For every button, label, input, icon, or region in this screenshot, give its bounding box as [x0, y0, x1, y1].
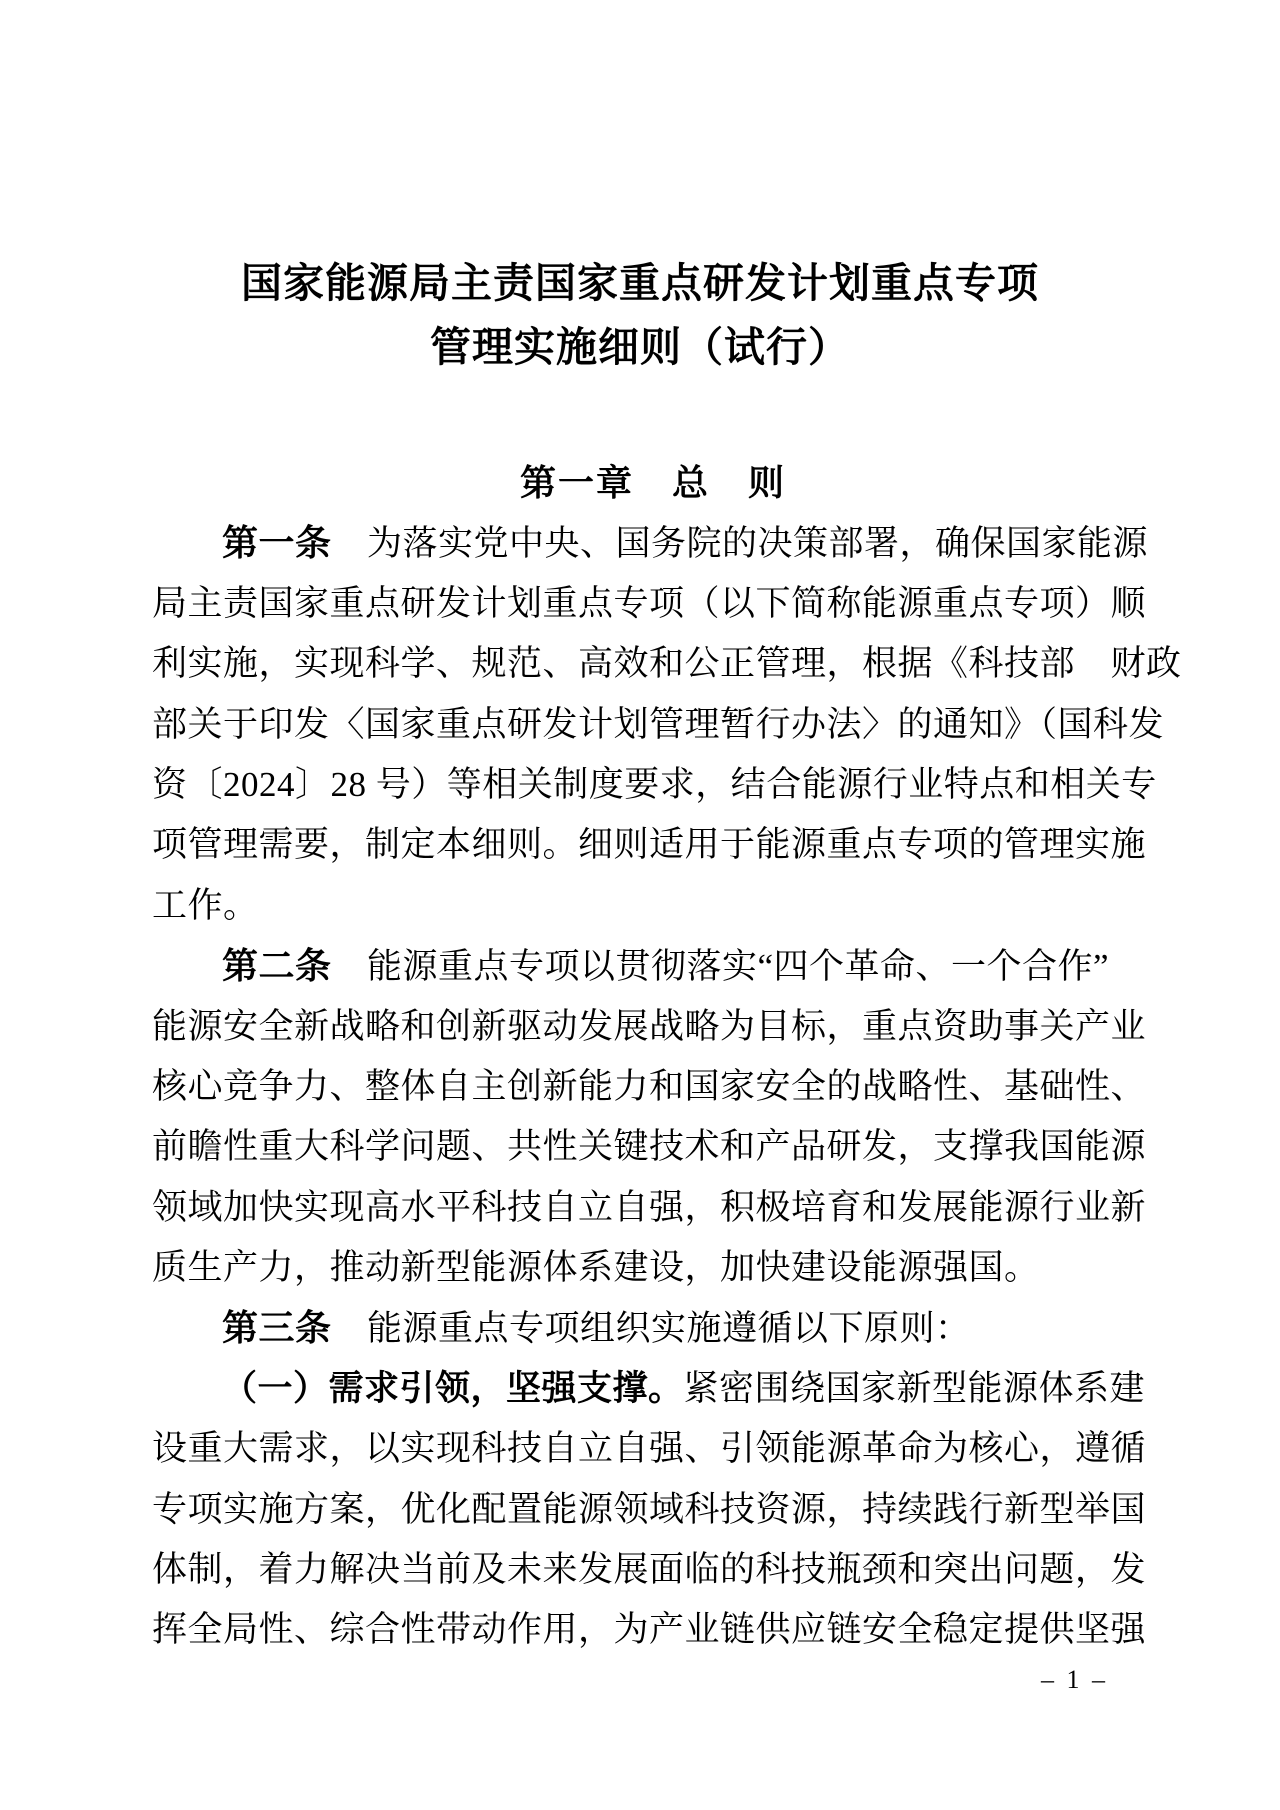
body-line [152, 513, 1154, 573]
body-line [152, 1117, 1154, 1177]
body-text-segment: 紧密围绕国家新型能源体系建 [683, 1368, 1146, 1408]
chapter-heading: 第一章 总 则 [519, 462, 786, 503]
body-text-segment: 能源重点专项以贯彻落实“四个革命、一个合作” [331, 947, 1110, 987]
body-text-segment: 部关于印发〈国家重点研发计划管理暂行办法〉的通知》（国科发 [152, 704, 1165, 744]
body-line [152, 997, 1154, 1057]
body-line [152, 936, 1154, 996]
body-text-segment: 挥全局性、综合性带动作用，为产业链供应链安全稳定提供坚强 [152, 1610, 1147, 1650]
body-line [152, 1419, 1154, 1479]
body-line [152, 1178, 1154, 1238]
document-title-line-2: 管理实施细则（试行） [430, 324, 850, 370]
document-title [0, 251, 1280, 379]
body-text-segment: 设重大需求，以实现科技自立自强、引领能源革命为核心，遵循 [152, 1429, 1147, 1469]
body-text-segment: 局主责国家重点研发计划重点专项（以下简称能源重点专项）顺 [152, 583, 1147, 623]
bold-text-segment: 第二条 [222, 945, 332, 987]
document-title-line-1: 国家能源局主责国家重点研发计划重点专项 [241, 260, 1039, 306]
body-text-segment: 为落实党中央、国务院的决策部署，确保国家能源 [331, 524, 1149, 564]
body-line [152, 695, 1165, 755]
body-line [152, 1298, 1154, 1358]
body-text-segment: 质生产力，推动新型能源体系建设，加快建设能源强国。 [152, 1248, 1040, 1288]
body-line [152, 815, 1154, 875]
document-body [152, 453, 1182, 1661]
bold-text-segment: 第一条 [222, 522, 332, 564]
body-text-segment: 工作。 [152, 885, 259, 925]
body-line [152, 634, 1182, 694]
body-text-segment: 前瞻性重大科学问题、共性关键技术和产品研发，支撑我国能源 [152, 1127, 1147, 1167]
body-line [152, 1540, 1154, 1600]
bold-text-segment: 第三条 [222, 1307, 332, 1349]
body-text-segment: 利实施，实现科学、规范、高效和公正管理，根据《科技部 财政 [152, 644, 1182, 684]
body-line [152, 574, 1154, 634]
body-line [152, 755, 1157, 815]
body-line [152, 876, 1154, 936]
bold-text-segment: （一）需求引领，坚强支撑。 [222, 1368, 684, 1408]
body-text-segment: 体制，着力解决当前及未来发展面临的科技瓶颈和突出问题，发 [152, 1550, 1147, 1590]
body-line [152, 1600, 1154, 1660]
body-line [152, 1359, 1154, 1419]
body-line [152, 1480, 1154, 1540]
body-text-segment: 资〔2024〕28 号）等相关制度要求，结合能源行业特点和相关专 [152, 764, 1157, 804]
page-number: – 1 – [1041, 1665, 1108, 1694]
body-line [152, 1238, 1154, 1298]
body-text-segment: 领域加快实现高水平科技自立自强，积极培育和发展能源行业新 [152, 1187, 1147, 1227]
body-text-segment: 专项实施方案，优化配置能源领域科技资源，持续践行新型举国 [152, 1489, 1147, 1529]
body-text-segment: 核心竞争力、整体自主创新能力和国家安全的战略性、基础性、 [152, 1066, 1147, 1106]
body-text-segment: 能源安全新战略和创新驱动发展战略为目标，重点资助事关产业 [152, 1006, 1147, 1046]
body-line [152, 1057, 1154, 1117]
body-lines [152, 513, 1182, 1660]
body-text-segment: 能源重点专项组织实施遵循以下原则： [331, 1309, 971, 1349]
body-text-segment: 项管理需要，制定本细则。细则适用于能源重点专项的管理实施 [152, 825, 1147, 865]
